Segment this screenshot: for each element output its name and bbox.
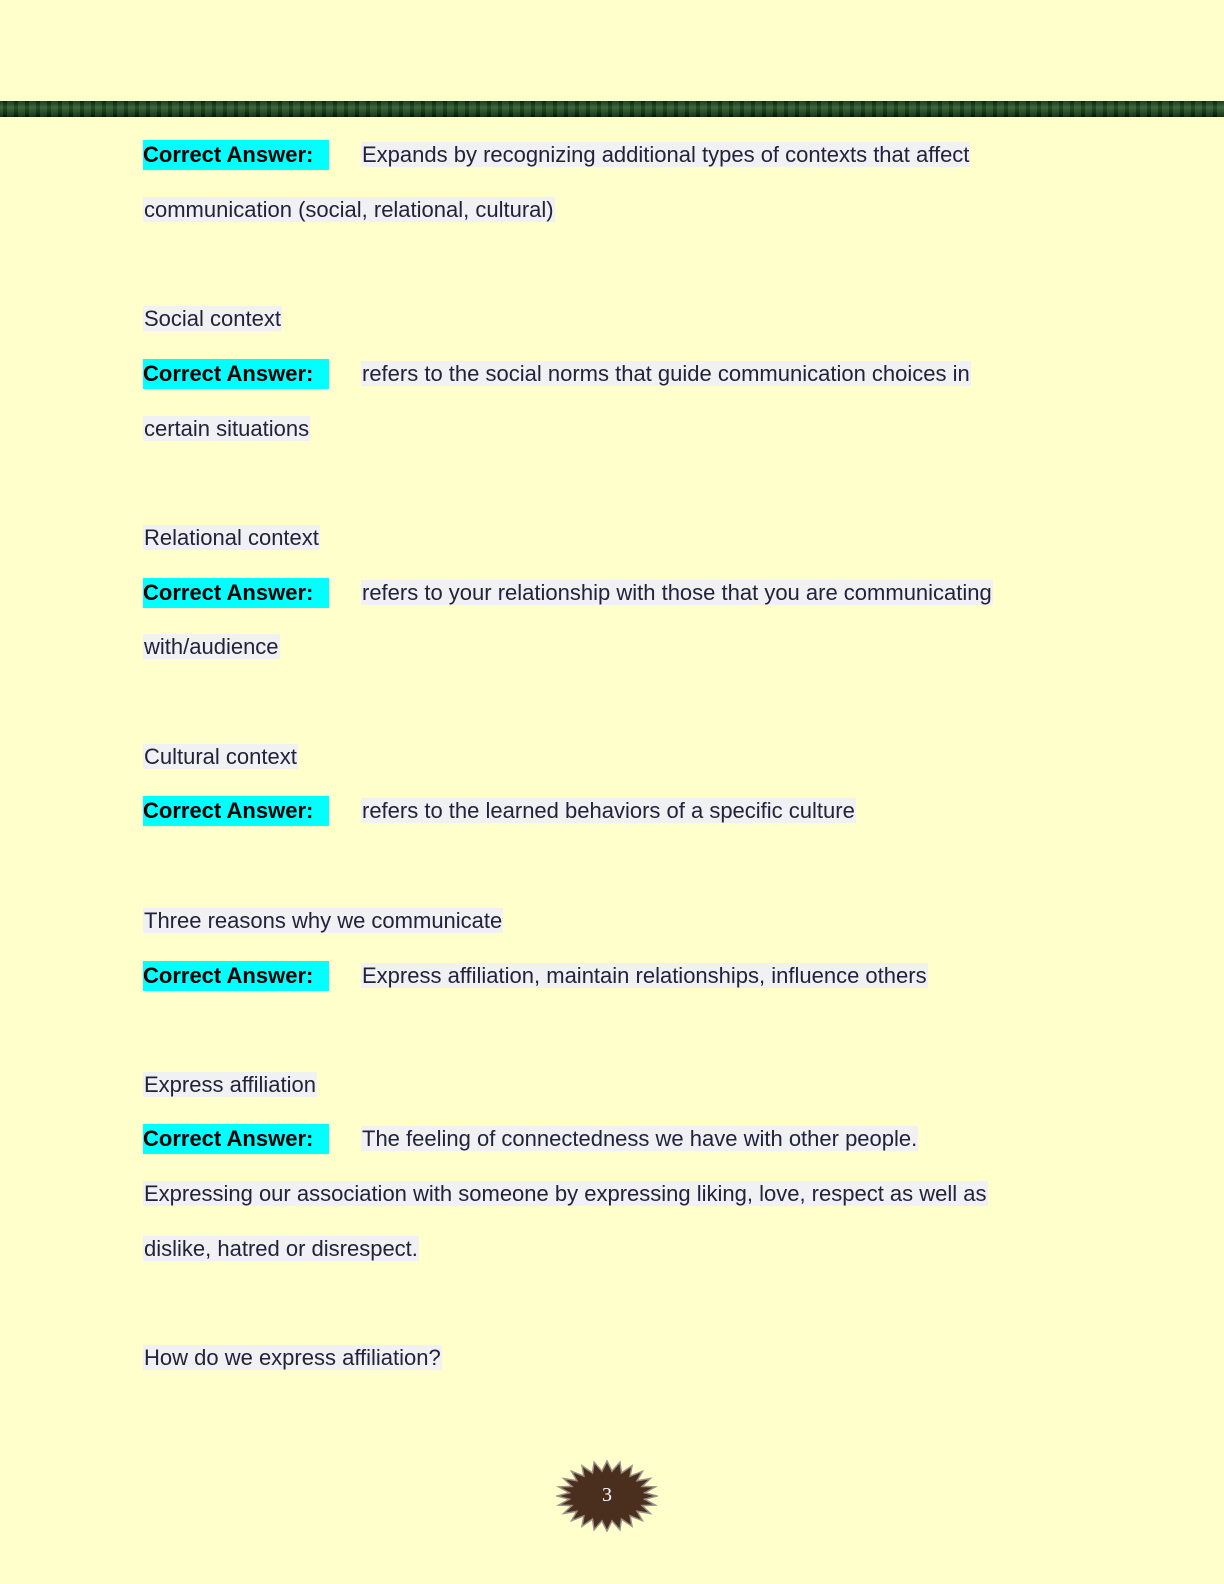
answer-line [143,632,280,662]
answer-text: Expressing our association with someone by expressing liking, love, respect as well as [144,1181,987,1206]
answer-line [143,578,993,608]
correct-answer-label: Correct Answer: [143,961,329,991]
answer-line [143,195,555,225]
top-decorative-border [0,101,1224,117]
correct-answer-label: Correct Answer: [143,140,329,170]
answer-line [143,359,971,389]
question-line [143,1070,317,1100]
correct-answer-label: Correct Answer: [143,359,329,389]
answer-line [143,796,856,826]
answer-text: refers to your relationship with those that you are communicating [362,580,992,605]
page-number: 3 [602,1484,612,1506]
question-line [143,304,282,334]
answer-line [143,961,928,991]
question-text: Relational context [144,525,319,550]
question-line [143,523,320,553]
question-line [143,742,298,772]
question-text: Express affiliation [144,1072,317,1097]
question-line [143,906,503,936]
answer-text: certain situations [144,416,310,441]
answer-text: refers to the social norms that guide communication choices in [362,361,970,386]
answer-line [143,1234,419,1264]
correct-answer-label: Correct Answer: [143,578,329,608]
correct-answer-label: Correct Answer: [143,1124,329,1154]
answer-text: communication (social, relational, cultural) [144,197,554,222]
answer-text: with/audience [144,634,279,659]
answer-line [143,414,310,444]
answer-text: Expands by recognizing additional types of contexts that affect [362,142,970,167]
answer-text: dislike, hatred or disrespect. [144,1236,418,1261]
question-line [143,1343,442,1373]
question-text: Social context [144,306,281,331]
page-number-seal [556,1460,658,1532]
answer-text: The feeling of connectedness we have with other people. [362,1126,918,1151]
answer-line [143,1124,918,1154]
question-text: Cultural context [144,744,297,769]
question-text: Three reasons why we communicate [144,908,503,933]
question-text: How do we express affiliation? [144,1345,441,1370]
correct-answer-label: Correct Answer: [143,796,329,826]
answer-text: refers to the learned behaviors of a specific culture [362,798,855,823]
answer-text: Express affiliation, maintain relationships, influence others [362,963,927,988]
answer-line [143,1179,988,1209]
answer-line [143,140,970,170]
